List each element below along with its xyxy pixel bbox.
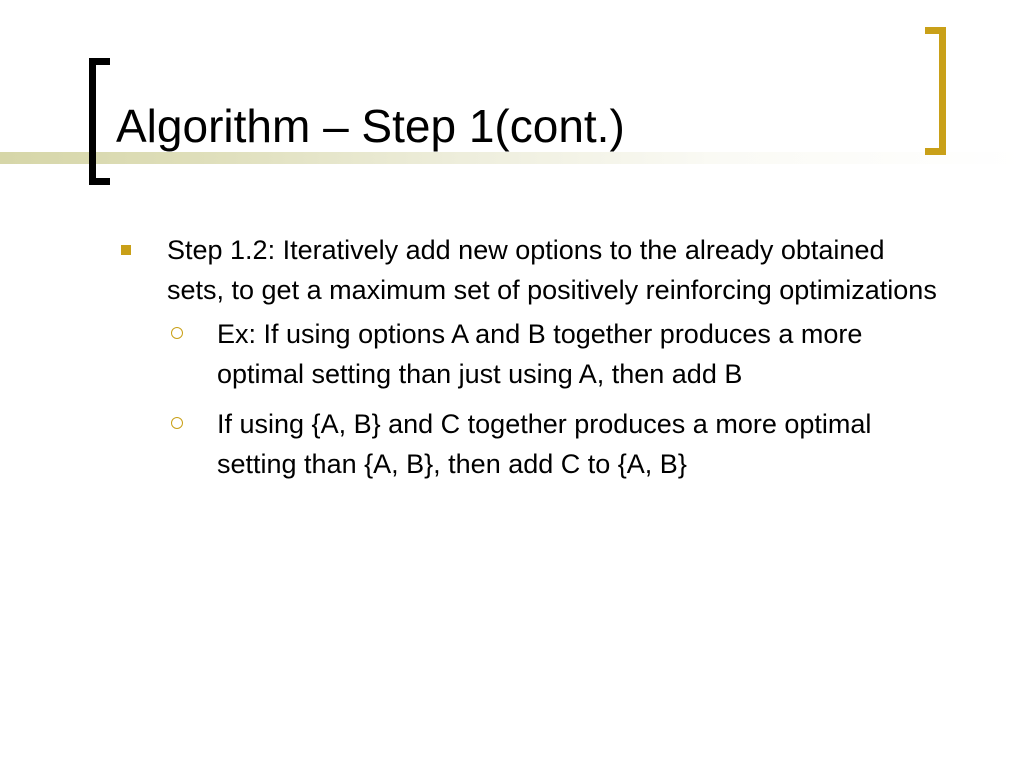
sub-bullet-text: Ex: If using options A and B together produces a more optimal setting than just using A, then add B: [217, 319, 863, 389]
slide-title: Algorithm – Step 1(cont.): [116, 100, 625, 152]
sub-bullet-list: [118, 314, 968, 484]
bullet-text: Step 1.2: Iteratively add new options to the already obtained sets, to get a maximum set of positively reinforcing optimizations: [167, 235, 937, 305]
square-bullet-icon: [121, 245, 131, 255]
hollow-circle-bullet-icon: [171, 417, 183, 429]
slide-body: [118, 230, 968, 494]
right-bracket-decoration: [925, 27, 946, 155]
left-bracket-decoration: [89, 58, 110, 185]
hollow-circle-bullet-icon: [171, 327, 183, 339]
title-band-decoration: [0, 152, 1024, 164]
sub-bullet-text: If using {A, B} and C together produces a more optimal setting than {A, B}, then add C to {A, B}: [217, 409, 872, 479]
sub-bullet-item: [118, 314, 952, 394]
sub-bullet-item: [118, 404, 952, 484]
bullet-item: [118, 230, 937, 310]
